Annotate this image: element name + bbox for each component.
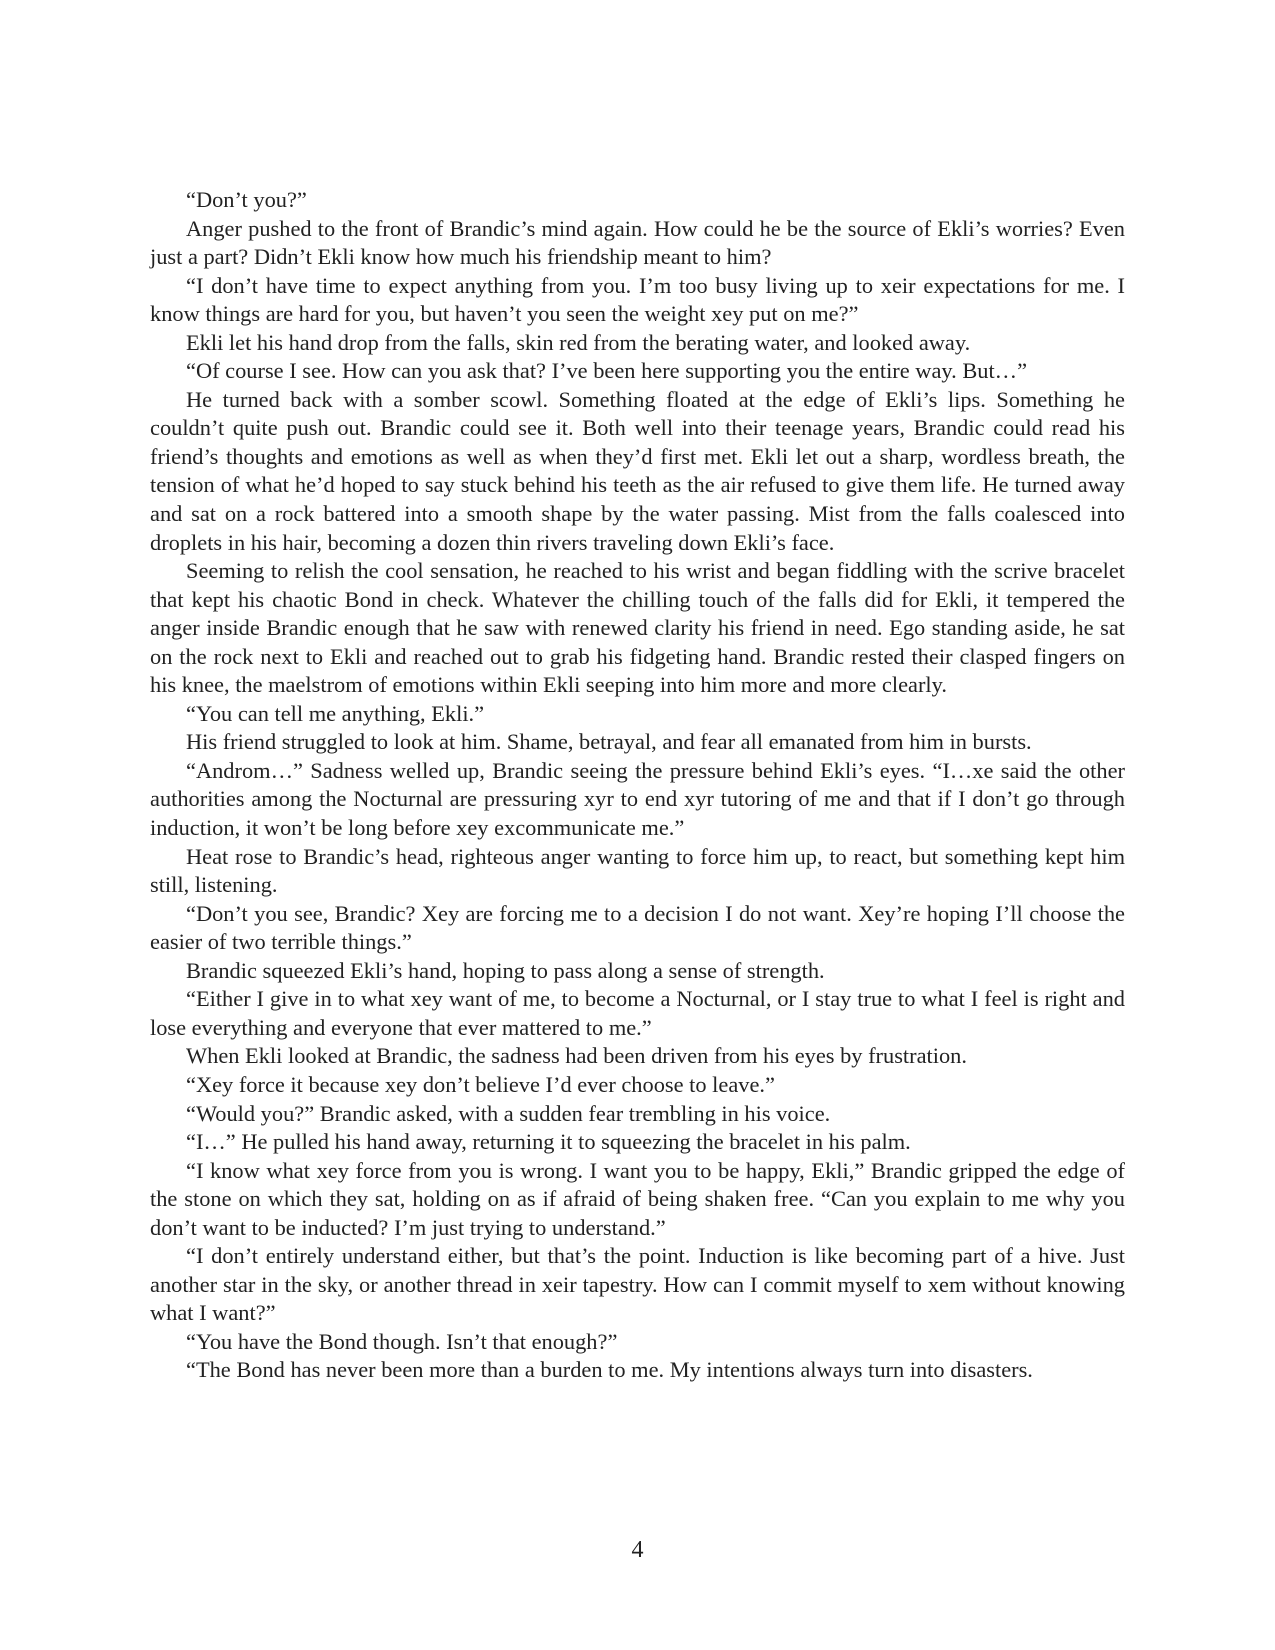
paragraph: His friend struggled to look at him. Shame, betrayal, and fear all emanated from him in bursts. [186,729,1032,755]
paragraph: “Xey force it because xey don’t believe I’d ever choose to leave.” [186,1071,775,1097]
paragraph: “I know what xey force from you is wrong. I want you to be happy, Ekli,” Brandic gripped the edge of the stone on which they sat, holding on as if afraid of being shaken free. “Can you explain to me why you don’t want to be inducted? I’m just trying to understand.” [150,1157,1125,1240]
paragraph: “I don’t entirely understand either, but that’s the point. Induction is like becoming part of a hive. Just another star in the sky, or another thread in xeir tapestry. How can I commit myself to xem without knowing what I want?” [150,1243,1125,1326]
paragraph: Anger pushed to the front of Brandic’s mind again. How could he be the source of Ekli’s worries? Even just a part? Didn’t Ekli know how much his friendship meant to him? [150,215,1125,270]
paragraph: Ekli let his hand drop from the falls, skin red from the berating water, and looked away. [186,329,971,355]
paragraph: “I…” He pulled his hand away, returning it to squeezing the bracelet in his palm. [186,1129,911,1155]
paragraph: “You have the Bond though. Isn’t that enough?” [186,1328,618,1354]
body-text [150,186,1125,1385]
page-number: 4 [631,1537,644,1563]
paragraph: “Of course I see. How can you ask that? I’ve been here supporting you the entire way. But…” [186,358,1028,384]
paragraph: Seeming to relish the cool sensation, he reached to his wrist and began fiddling with the scrive bracelet that kept his chaotic Bond in check. Whatever the chilling touch of the falls did for Ekli, it tempered the anger inside Brandic enough that he saw with renewed clarity his friend in need. Ego standing aside, he sat on the rock next to Ekli and reached out to grab his fidgeting hand. Brandic rested their clasped fingers on his knee, the maelstrom of emotions within Ekli seeping into him more and more clearly. [150,558,1125,698]
paragraph: “You can tell me anything, Ekli.” [186,700,485,726]
paragraph: “Don’t you see, Brandic? Xey are forcing me to a decision I do not want. Xey’re hoping I’ll choose the easier of two terrible things.” [150,900,1125,955]
paragraph: “Androm…” Sadness welled up, Brandic seeing the pressure behind Ekli’s eyes. “I…xe said the other authorities among the Nocturnal are pressuring xyr to end xyr tutoring of me and that if I don’t go through induction, it won’t be long before xey excommunicate me.” [150,757,1125,841]
paragraph: “Would you?” Brandic asked, with a sudden fear trembling in his voice. [186,1100,831,1126]
paragraph: Heat rose to Brandic’s head, righteous anger wanting to force him up, to react, but something kept him still, listening. [150,843,1125,898]
paragraph: Brandic squeezed Ekli’s hand, hoping to pass along a sense of strength. [186,957,825,983]
paragraph: “I don’t have time to expect anything from you. I’m too busy living up to xeir expectations for me. I know things are hard for you, but haven’t you seen the weight xey put on me?” [150,272,1125,327]
paragraph: He turned back with a somber scowl. Something floated at the edge of Ekli’s lips. Something he couldn’t quite push out. Brandic could see it. Both well into their teenage years, Brandic could read his friend’s thoughts and emotions as well as when they’d first met. Ekli let out a sharp, wordless breath, the tension of what he’d hoped to say stuck behind his teeth as the air refused to give them life. He turned away and sat on a rock battered into a smooth shape by the water passing. Mist from the falls coalesced into droplets in his hair, becoming a dozen thin rivers traveling down Ekli’s face. [150,386,1125,555]
paragraph: “The Bond has never been more than a burden to me. My intentions always turn into disasters. [186,1357,1033,1383]
paragraph: “Either I give in to what xey want of me, to become a Nocturnal, or I stay true to what I feel is right and lose everything and everyone that ever mattered to me.” [150,986,1125,1040]
paragraph: “Don’t you?” [186,187,307,212]
paragraph: When Ekli looked at Brandic, the sadness had been driven from his eyes by frustration. [186,1043,967,1069]
